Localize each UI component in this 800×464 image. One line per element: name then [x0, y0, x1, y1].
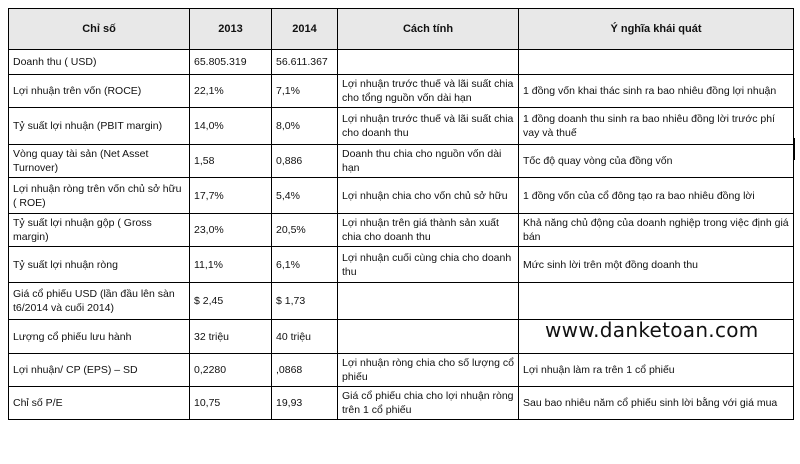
table-row	[9, 247, 794, 283]
cell-y-nghia: Tốc độ quay vòng của đồng vốn	[519, 145, 794, 178]
table-row	[9, 75, 794, 108]
cell-2014: 8,0%	[272, 108, 338, 145]
cell-2014: 6,1%	[272, 247, 338, 283]
table-row	[9, 354, 794, 387]
cell-chi-so: Lợi nhuận/ CP (EPS) – SD	[9, 354, 190, 387]
cell-y-nghia: Khả năng chủ động của doanh nghiệp trong việc định giá bán	[519, 214, 794, 247]
cell-cach-tinh	[338, 50, 519, 75]
cell-2014: 19,93	[272, 387, 338, 420]
cell-cach-tinh: Doanh thu chia cho nguồn vốn dài hạn	[338, 145, 519, 178]
cell-cach-tinh: Lợi nhuận chia cho vốn chủ sở hữu	[338, 178, 519, 214]
cell-y-nghia: Sau bao nhiêu năm cổ phiếu sinh lời bằng với giá mua	[519, 387, 794, 420]
cell-chi-so: Tỷ suất lợi nhuận ròng	[9, 247, 190, 283]
financial-ratios-table	[8, 8, 794, 420]
cell-2013: 22,1%	[190, 75, 272, 108]
cell-y-nghia: 1 đồng vốn của cổ đông tạo ra bao nhiêu đồng lời	[519, 178, 794, 214]
cell-chi-so: Lượng cổ phiếu lưu hành	[9, 320, 190, 354]
cell-cach-tinh	[338, 320, 519, 354]
cell-2013: 17,7%	[190, 178, 272, 214]
cell-2014: $ 1,73	[272, 283, 338, 320]
header-y-nghia: Ý nghĩa khái quát	[519, 9, 794, 50]
cell-cach-tinh	[338, 283, 519, 320]
cell-2013: 1,58	[190, 145, 272, 178]
table-row	[9, 108, 794, 145]
cell-y-nghia: 1 đồng doanh thu sinh ra bao nhiêu đồng lời trước phí vay và thuế	[519, 108, 794, 145]
cell-2013: 65.805.319	[190, 50, 272, 75]
cell-chi-so: Lợi nhuận ròng trên vốn chủ sở hữu ( ROE)	[9, 178, 190, 214]
table-row	[9, 50, 794, 75]
cell-2013: 0,2280	[190, 354, 272, 387]
header-chi-so: Chỉ số	[9, 9, 190, 50]
cell-2014: ,0868	[272, 354, 338, 387]
table-row	[9, 145, 794, 178]
header-2014: 2014	[272, 9, 338, 50]
cell-chi-so: Tỷ suất lợi nhuận (PBIT margin)	[9, 108, 190, 145]
cell-2013: $ 2,45	[190, 283, 272, 320]
cell-2014: 40 triệu	[272, 320, 338, 354]
cell-chi-so: Chỉ số P/E	[9, 387, 190, 420]
table-row	[9, 387, 794, 420]
cell-2013: 10,75	[190, 387, 272, 420]
cell-cach-tinh: Giá cổ phiếu chia cho lợi nhuận ròng trên 1 cổ phiếu	[338, 387, 519, 420]
cell-2014: 20,5%	[272, 214, 338, 247]
table-row	[9, 214, 794, 247]
cell-2014: 0,886	[272, 145, 338, 178]
header-row	[9, 9, 794, 50]
cell-y-nghia	[519, 50, 794, 75]
cell-cach-tinh: Lợi nhuận trước thuế và lãi suất chia cho doanh thu	[338, 108, 519, 145]
cell-y-nghia: Lợi nhuận làm ra trên 1 cổ phiếu	[519, 354, 794, 387]
table-row	[9, 283, 794, 320]
cell-cach-tinh: Lợi nhuận trước thuế và lãi suất chia cho tổng nguồn vốn dài hạn	[338, 75, 519, 108]
cell-2014: 56.611.367	[272, 50, 338, 75]
cell-chi-so: Lợi nhuận trên vốn (ROCE)	[9, 75, 190, 108]
cell-chi-so: Giá cổ phiếu USD (lần đầu lên sàn t6/2014 và cuối 2014)	[9, 283, 190, 320]
cell-2013: 23,0%	[190, 214, 272, 247]
header-cach-tinh: Cách tính	[338, 9, 519, 50]
cell-2013: 14,0%	[190, 108, 272, 145]
cell-chi-so: Tỷ suất lợi nhuận gộp ( Gross margin)	[9, 214, 190, 247]
cell-y-nghia	[519, 283, 794, 320]
cell-y-nghia: Mức sinh lời trên một đồng doanh thu	[519, 247, 794, 283]
cell-cach-tinh: Lợi nhuận ròng chia cho số lượng cổ phiếu	[338, 354, 519, 387]
watermark-url: www.danketoan.com	[545, 318, 759, 342]
cell-chi-so: Doanh thu ( USD)	[9, 50, 190, 75]
border-fragment	[793, 138, 798, 160]
cell-2013: 11,1%	[190, 247, 272, 283]
cell-2013: 32 triệu	[190, 320, 272, 354]
cell-cach-tinh: Lợi nhuận trên giá thành sản xuất chia cho doanh thu	[338, 214, 519, 247]
cell-2014: 5,4%	[272, 178, 338, 214]
cell-chi-so: Vòng quay tài sản (Net Asset Turnover)	[9, 145, 190, 178]
table-row	[9, 178, 794, 214]
header-2013: 2013	[190, 9, 272, 50]
cell-y-nghia: 1 đồng vốn khai thác sinh ra bao nhiêu đồng lợi nhuận	[519, 75, 794, 108]
cell-cach-tinh: Lợi nhuận cuối cùng chia cho doanh thu	[338, 247, 519, 283]
cell-2014: 7,1%	[272, 75, 338, 108]
